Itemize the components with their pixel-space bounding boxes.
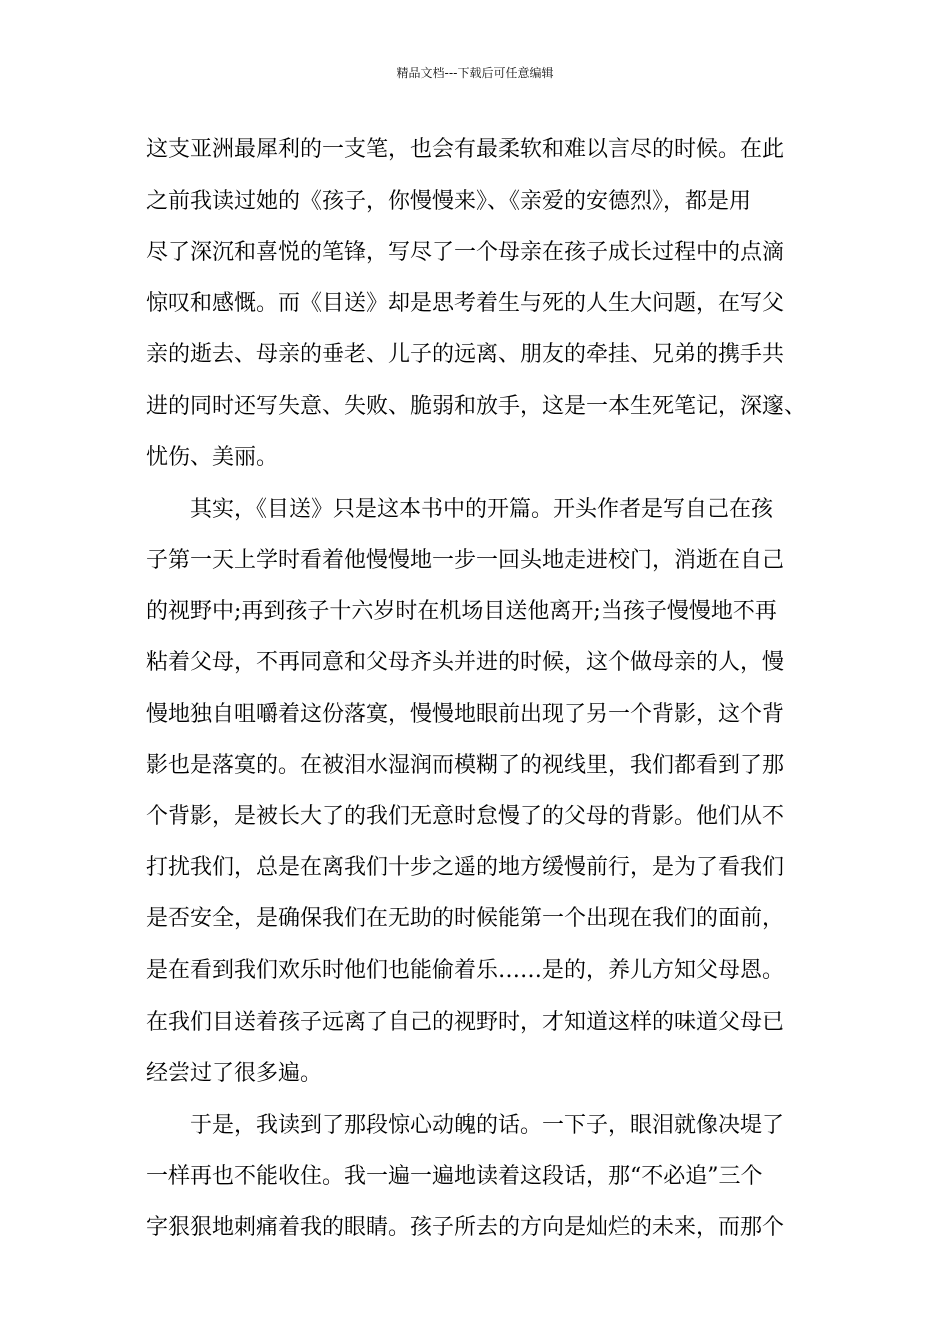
text-line: 是在看到我们欢乐时他们也能偷着乐……是的，养儿方知父母恩。	[146, 958, 785, 983]
text-line: 影也是落寞的。在被泪水湿润而模糊了的视线里，我们都看到了那	[146, 753, 785, 778]
text-line: 亲的逝去、母亲的垂老、儿子的远离、朋友的牵挂、兄弟的携手共	[146, 342, 785, 367]
text-line: 粘着父母，不再同意和父母齐头并进的时候，这个做母亲的人，慢	[146, 650, 785, 675]
text-line: 子第一天上学时看着他慢慢地一步一回头地走进校门，消逝在自己	[146, 548, 785, 573]
text-line: 一样再也不能收住。我一遍一遍地读着这段话，那“不必追”三个	[146, 1164, 763, 1189]
text-line: 个背影，是被长大了的我们无意时怠慢了的父母的背影。他们从不	[146, 804, 785, 829]
text-line: 于是，我读到了那段惊心动魄的话。一下子，眼泪就像决堤了	[146, 1113, 785, 1138]
page-header: 精品文档---下载后可任意编辑	[396, 66, 554, 80]
text-line: 惊叹和感慨。而《目送》却是思考着生与死的人生大问题，在写父	[146, 291, 785, 316]
text-line: 是否安全，是确保我们在无助的时候能第一个出现在我们的面前，	[146, 906, 785, 931]
text-line: 其实，《目送》只是这本书中的开篇。开头作者是写自己在孩	[146, 497, 774, 522]
text-line: 这支亚洲最犀利的一支笔，也会有最柔软和难以言尽的时候。在此	[146, 137, 785, 162]
text-line: 尽了深沉和喜悦的笔锋，写尽了一个母亲在孩子成长过程中的点滴	[146, 240, 785, 265]
text-line: 忧伤、美丽。	[146, 445, 279, 470]
text-line: 打扰我们，总是在离我们十步之遥的地方缓慢前行，是为了看我们	[146, 855, 785, 880]
text-line: 之前我读过她的《孩子，你慢慢来》、《亲爱的安德烈》，都是用	[146, 189, 752, 214]
text-line: 的视野中;再到孩子十六岁时在机场目送他离开;当孩子慢慢地不再	[146, 599, 777, 624]
text-line: 进的同时还写失意、失败、脆弱和放手，这是一本生死笔记，深邃、	[146, 394, 807, 419]
text-line: 慢地独自咀嚼着这份落寞，慢慢地眼前出现了另一个背影，这个背	[146, 702, 785, 727]
text-line: 字狠狠地刺痛着我的眼睛。孩子所去的方向是灿烂的未来，而那个	[146, 1215, 785, 1240]
text-line: 在我们目送着孩子远离了自己的视野时，才知道这样的味道父母已	[146, 1010, 785, 1035]
text-line: 经尝过了很多遍。	[146, 1061, 323, 1086]
